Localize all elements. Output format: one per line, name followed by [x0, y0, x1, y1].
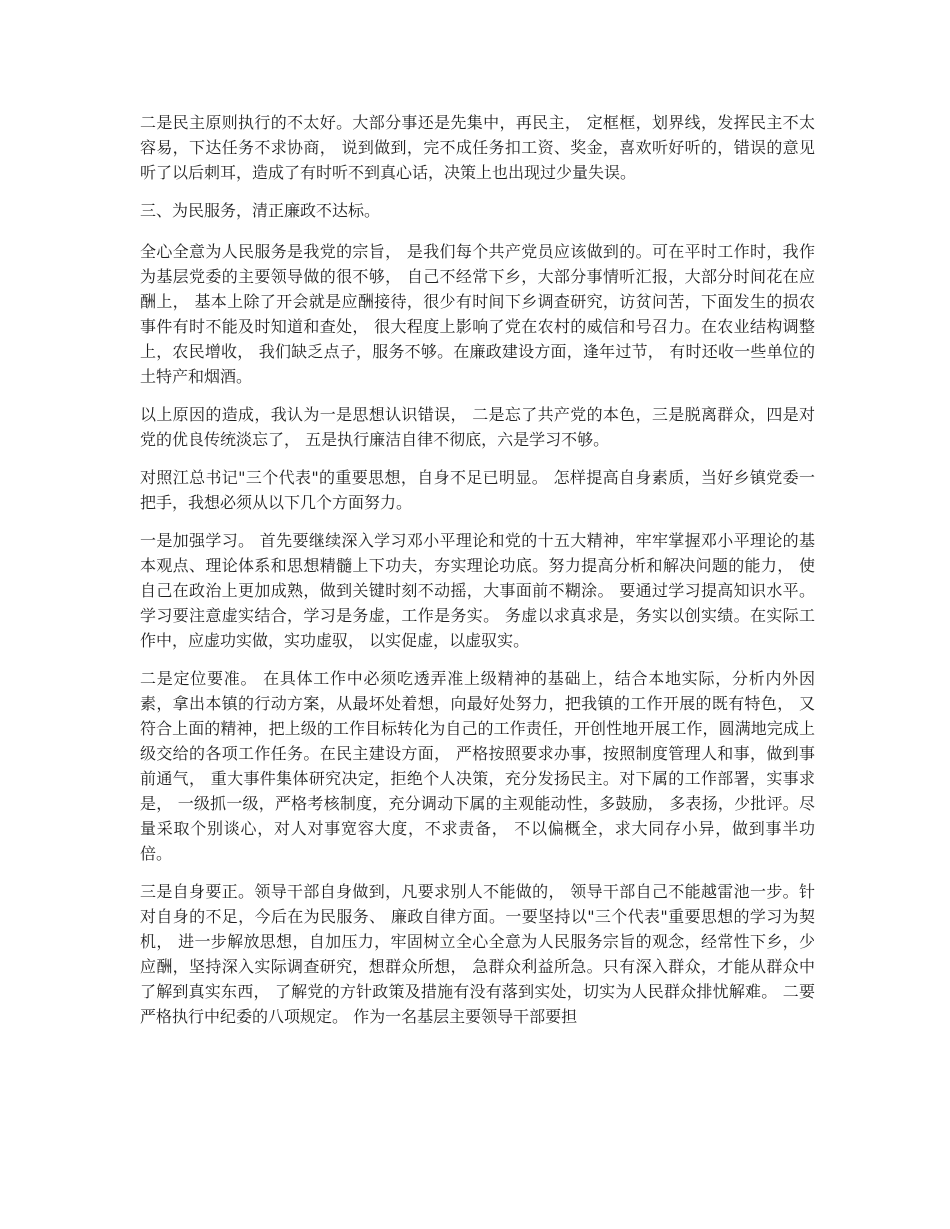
- section-heading-service: 三、为民服务，清正廉政不达标。: [140, 201, 381, 220]
- paragraph-democracy: 二是民主原则执行的不太好。大部分事还是先集中，再民主， 定框框，划界线，发挥民主不太容易，下达任务不求协商， 说到做到，完不成任务扣工资、奖金，喜欢听好听的，错误的意见听了以后刺耳，造成了有时听不到真心话，决策上也出现过少量失误。: [140, 113, 815, 182]
- paragraph-causes: 以上原因的造成，我认为一是思想认识错误， 二是忘了共产党的本色，三是脱离群众，四是对党的优良传统淡忘了， 五是执行廉洁自律不彻底，六是学习不够。: [140, 405, 815, 449]
- paragraph-service: 全心全意为人民服务是我党的宗旨， 是我们每个共产党员应该做到的。可在平时工作时，我作为基层党委的主要领导做的很不够， 自己不经常下乡，大部分事情听汇报，大部分时间花在应酬上， 基本上除了开会就是应酬接待，很少有时间下乡调查研究，访贫问苦，下面发生的损农事件有时不能及时知道和查处， 很大程度上影响了党在农村的威信和号召力。在农业结构调整上，农民增收， 我们缺乏点子，服务不够。在廉政建设方面，逢年过节， 有时还收一些单位的土特产和烟酒。: [140, 242, 815, 386]
- paragraph-positioning: 二是定位要准。 在具体工作中必须吃透弄准上级精神的基础上，结合本地实际，分析内外因素，拿出本镇的行动方案，从最坏处着想，向最好处努力，把我镇的工作开展的既有特色， 又符合上面的精神，把上级的工作目标转化为自己的工作责任，开创性地开展工作，圆满地完成上级交给的各项工作任务。在民主建设方面， 严格按照要求办事，按照制度管理人和事，做到事前通气， 重大事件集体研究决定，拒绝个人决策，充分发扬民主。对下属的工作部署，实事求是， 一级抓一级，严格考核制度，充分调动下属的主观能动性，多鼓励， 多表扬，少批评。尽量采取个别谈心，对人对事宽容大度，不求责备， 不以偏概全，求大同存小异，做到事半功倍。: [140, 669, 815, 863]
- paragraph-three-represents: 对照江总书记"三个代表"的重要思想，自身不足已明显。 怎样提高自身素质，当好乡镇党委一把手，我想必须从以下几个方面努力。: [140, 468, 815, 512]
- paragraph-self-discipline: 三是自身要正。领导干部自身做到，凡要求别人不能做的， 领导干部自己不能越雷池一步。针对自身的不足，今后在为民服务、 廉政自律方面。一要坚持以"三个代表"重要思想的学习为契机， 进一步解放思想，自加压力，牢固树立全心全意为人民服务宗旨的观念，经常性下乡，少应酬，坚持深入实际调查研究，想群众所想， 急群众利益所急。只有深入群众，才能从群众中了解到真实东西， 了解党的方针政策及措施有没有落到实处，切实为人民群众排忧解难。 二要严格执行中纪委的八项规定。 作为一名基层主要领导干部要担: [140, 882, 815, 1026]
- document-body: [140, 110, 815, 1042]
- paragraph-study: 一是加强学习。 首先要继续深入学习邓小平理论和党的十五大精神，牢牢掌握邓小平理论的基本观点、理论体系和思想精髓上下功夫，夯实理论功底。努力提高分析和解决问题的能力， 使自己在政治上更加成熟，做到关键时刻不动摇，大事面前不糊涂。 要通过学习提高知识水平。学习要注意虚实结合，学习是务虚，工作是务实。 务虚以求真求是，务实以创实绩。在实际工作中，应虚功实做，实功虚驭， 以实促虚，以虚驭实。: [140, 531, 815, 650]
